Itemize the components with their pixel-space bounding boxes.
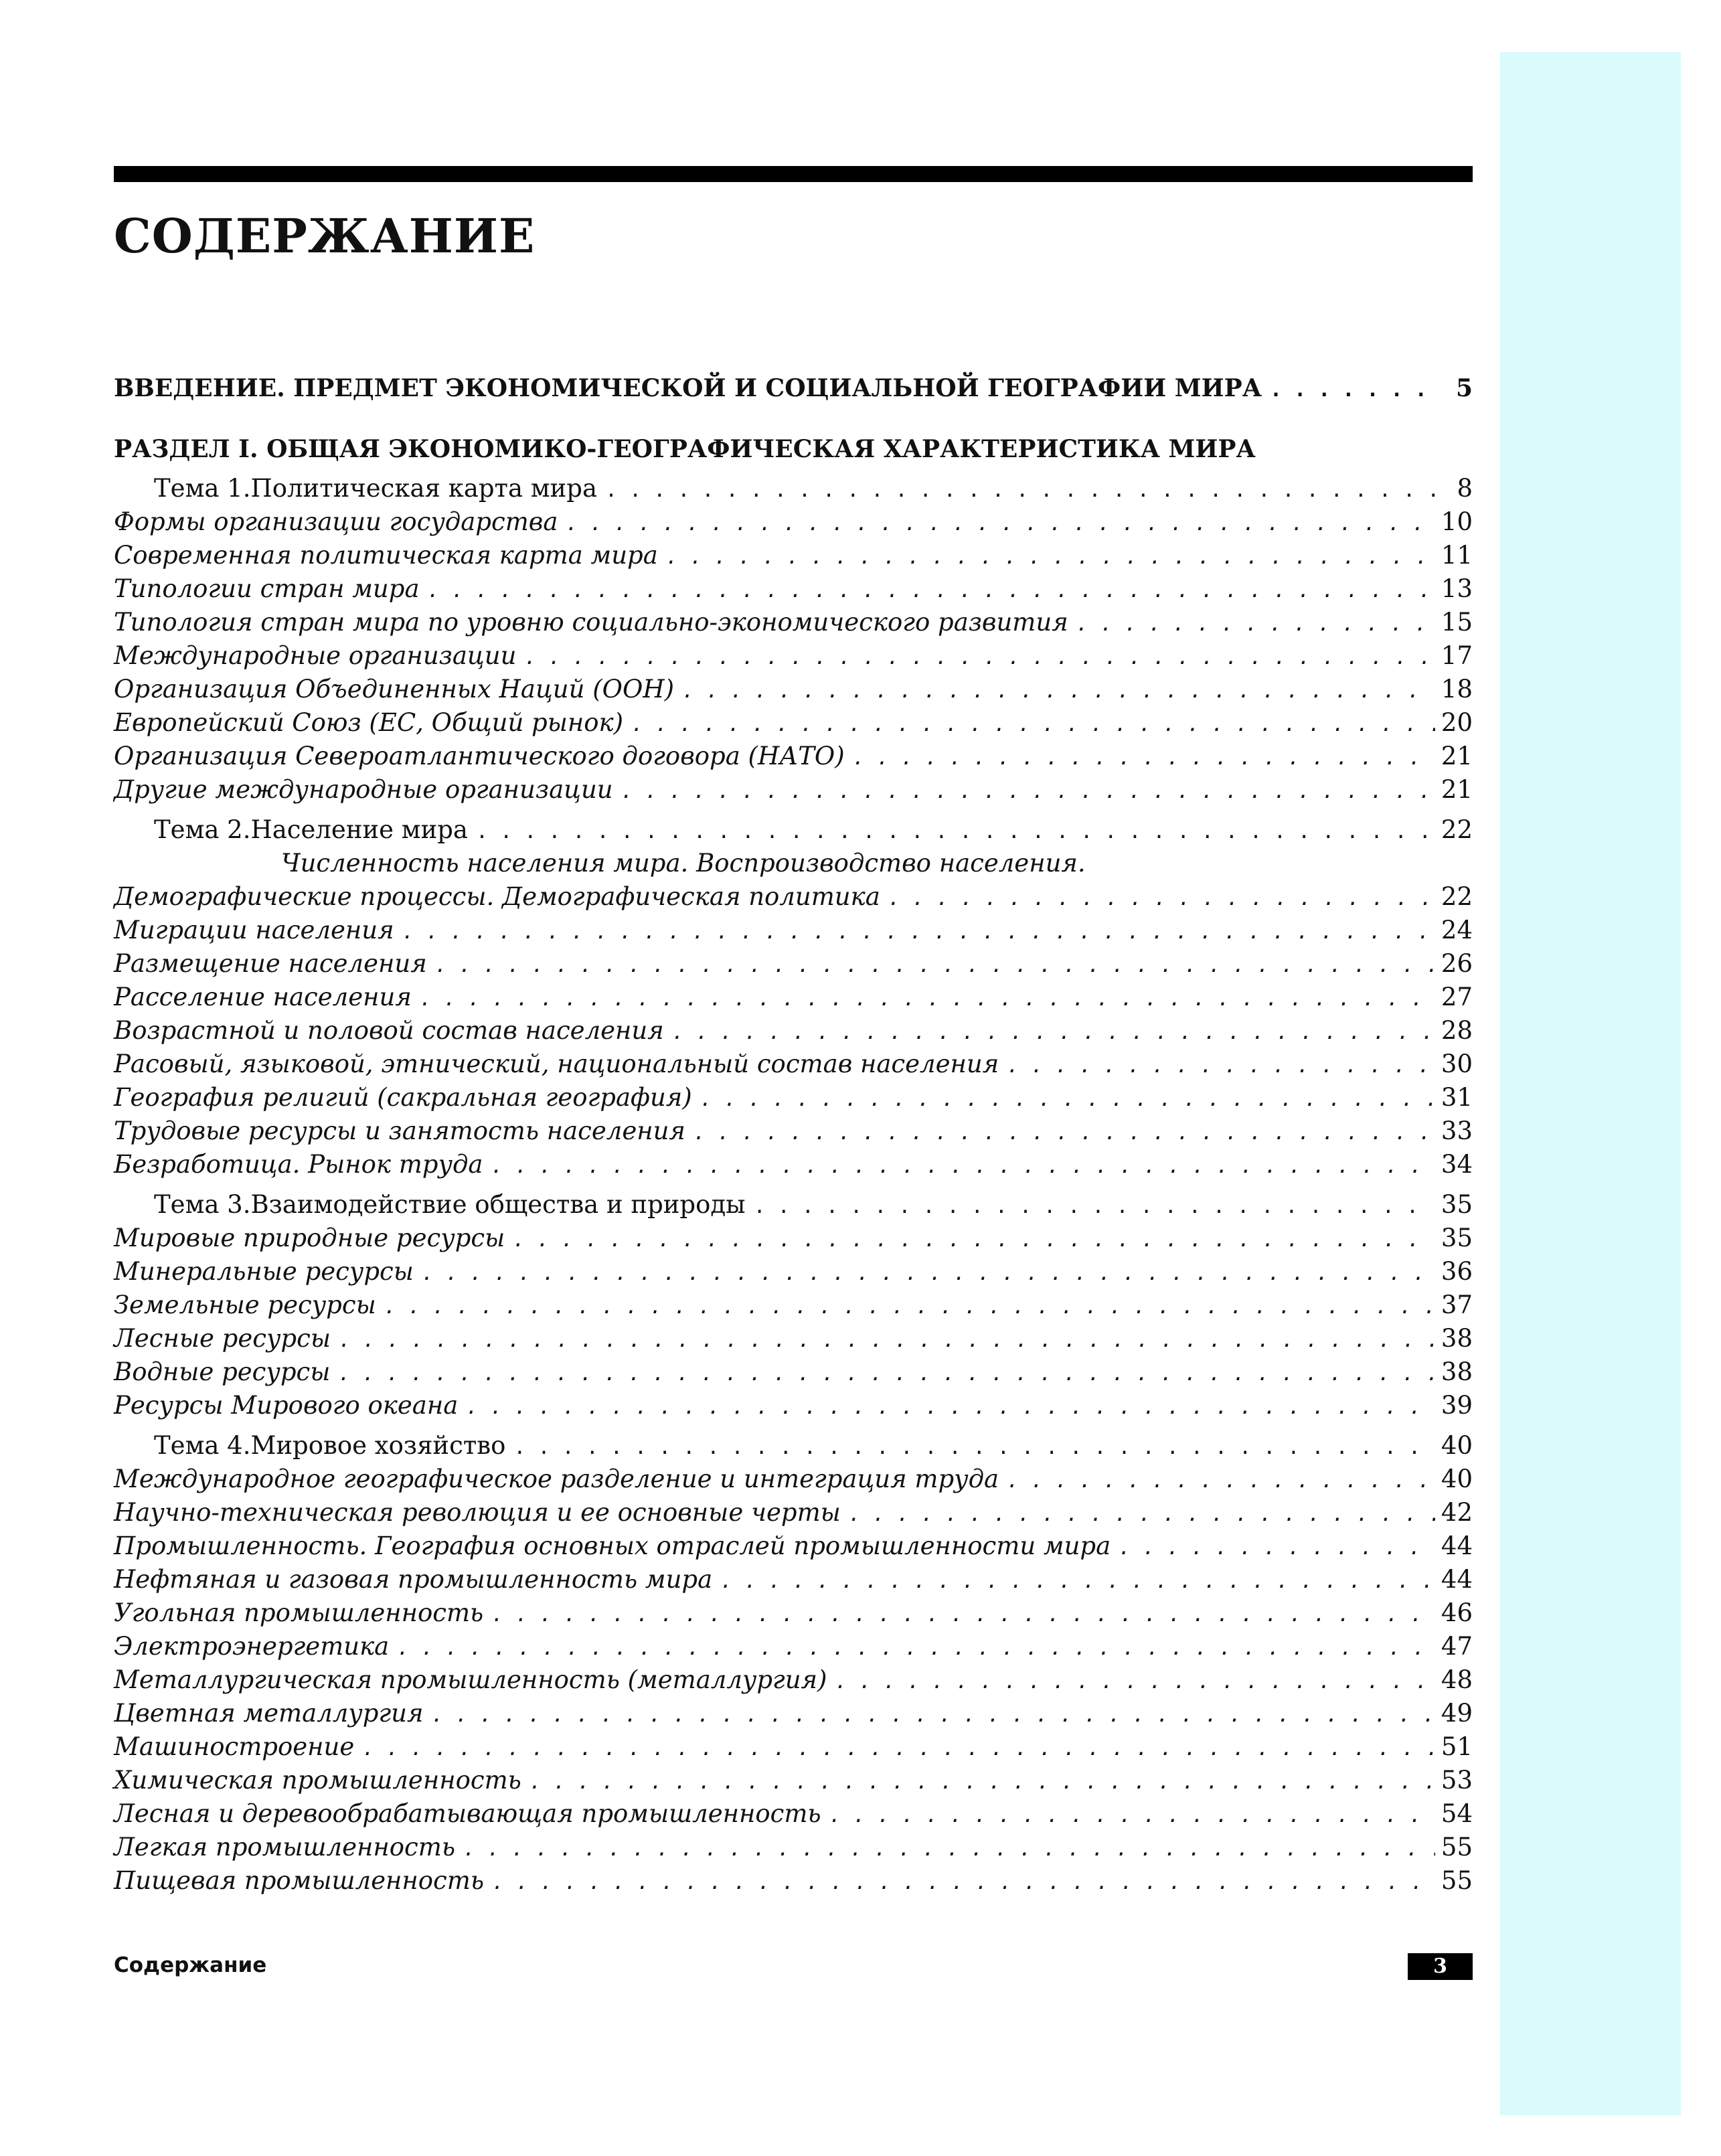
topic-entry[interactable] xyxy=(114,813,1473,847)
subtopic-entry[interactable] xyxy=(114,1048,1473,1081)
leader-dots xyxy=(423,1699,1435,1732)
subtopic-page: 34 xyxy=(1441,1150,1473,1179)
subtopic-page: 15 xyxy=(1441,608,1473,637)
subtopic-entry[interactable] xyxy=(114,505,1473,539)
subtopic-entry[interactable] xyxy=(114,1831,1473,1864)
subtopic-page: 10 xyxy=(1441,507,1473,536)
topic-entry[interactable] xyxy=(114,1429,1473,1463)
topic-number: Тема 1. xyxy=(154,474,251,503)
subtopic-entry[interactable] xyxy=(114,1596,1473,1630)
subtopic-page: 39 xyxy=(1441,1391,1473,1420)
topic-title: Политическая карта мира xyxy=(250,474,598,503)
subtopic-title: Международные организации xyxy=(114,641,517,670)
subtopic-page: 44 xyxy=(1441,1565,1473,1594)
subtopic-title: Современная политическая карта мира xyxy=(114,541,658,570)
subtopic-title: Водные ресурсы xyxy=(114,1357,331,1386)
leader-dots xyxy=(845,742,1435,775)
subtopic-page: 13 xyxy=(1441,574,1473,603)
leader-dots xyxy=(692,1083,1435,1116)
subtopic-title: Другие международные организации xyxy=(114,775,613,804)
topic-page: 35 xyxy=(1441,1190,1473,1219)
topic-number: Тема 4. xyxy=(154,1431,251,1460)
subtopic-title: Международное географическое разделение и интеграция труда xyxy=(114,1465,999,1493)
section-heading: РАЗДЕЛ I. ОБЩАЯ ЭКОНОМИКО-ГЕОГРАФИЧЕСКАЯ ХАРАКТЕРИСТИКА МИРА xyxy=(114,435,1256,463)
subtopic-title: Расселение населения xyxy=(114,983,412,1011)
topic-title: Население мира xyxy=(250,815,468,844)
subtopic-page: 40 xyxy=(1441,1465,1473,1493)
subtopic-page: 20 xyxy=(1441,708,1473,737)
subtopic-title: Возрастной и половой состав населения xyxy=(114,1016,664,1045)
leader-dots xyxy=(613,775,1435,809)
leader-dots xyxy=(712,1565,1435,1598)
leader-dots xyxy=(516,641,1435,675)
subtopic-title: Промышленность. География основных отраслей промышленности мира xyxy=(114,1531,1111,1560)
leader-dots xyxy=(331,1324,1435,1357)
topic-entry[interactable] xyxy=(114,1188,1473,1222)
subtopic-title: Мировые природные ресурсы xyxy=(114,1224,505,1252)
subtopic-entry[interactable] xyxy=(114,639,1473,673)
leader-dots xyxy=(505,1224,1435,1257)
leader-dots xyxy=(821,1799,1435,1833)
leader-dots xyxy=(483,1150,1435,1183)
topic-title: Мировое хозяйство xyxy=(250,1431,506,1460)
subtopic-page: 49 xyxy=(1441,1699,1473,1728)
footer-label: Содержание xyxy=(114,1953,267,1977)
subtopic-page: 46 xyxy=(1441,1598,1473,1627)
leader-dots xyxy=(376,1291,1435,1324)
leader-dots xyxy=(1068,608,1435,641)
leader-dots xyxy=(427,949,1435,983)
subtopic-title: Цветная металлургия xyxy=(114,1699,424,1728)
page-title: СОДЕРЖАНИЕ xyxy=(114,208,536,264)
topic-page: 40 xyxy=(1441,1431,1473,1460)
subtopic-page: 22 xyxy=(1441,882,1473,911)
subtopic-entry[interactable] xyxy=(114,1496,1473,1529)
leader-dots xyxy=(674,675,1435,708)
subtopic-title: Организация Североатлантического договора (НАТО) xyxy=(114,742,845,770)
subtopic-title: Лесные ресурсы xyxy=(114,1324,331,1353)
subtopic-page: 37 xyxy=(1441,1291,1473,1319)
subtopic-page: 35 xyxy=(1441,1224,1473,1252)
leader-dots xyxy=(827,1665,1435,1699)
leader-dots xyxy=(414,1257,1435,1291)
leader-dots xyxy=(354,1732,1435,1766)
subtopic-entry[interactable] xyxy=(114,1697,1473,1730)
subtopic-title: Расовый, языковой, этнический, национальный состав населения xyxy=(114,1050,999,1078)
subtopic-entry[interactable] xyxy=(114,1864,1473,1898)
subtopic-entry[interactable] xyxy=(114,1289,1473,1322)
subtopic-page: 53 xyxy=(1441,1766,1473,1795)
subtopic-entry[interactable] xyxy=(114,572,1473,606)
subtopic-page: 36 xyxy=(1441,1257,1473,1286)
topic-number: Тема 3. xyxy=(154,1190,251,1219)
subtopic-page: 42 xyxy=(1441,1498,1473,1527)
subtopic-page: 51 xyxy=(1441,1732,1473,1761)
leader-dots xyxy=(597,474,1435,507)
subtopic-title: Химическая промышленность xyxy=(114,1766,521,1795)
subtopic-entry[interactable] xyxy=(114,1764,1473,1797)
leader-dots xyxy=(558,507,1435,541)
leader-dots xyxy=(880,882,1435,916)
subtopic-page: 21 xyxy=(1441,742,1473,770)
leader-dots xyxy=(389,1632,1435,1665)
subtopic-page: 30 xyxy=(1441,1050,1473,1078)
topics-list xyxy=(114,472,1473,1898)
subtopic-page: 38 xyxy=(1441,1324,1473,1353)
topic-page: 22 xyxy=(1441,815,1473,844)
subtopic-title: Типологии стран мира xyxy=(114,574,420,603)
leader-dots xyxy=(746,1190,1435,1224)
subtopic-page: 33 xyxy=(1441,1116,1473,1145)
subtopic-title: Нефтяная и газовая промышленность мира xyxy=(114,1565,713,1594)
subtopic-entry[interactable] xyxy=(114,1529,1473,1563)
subtopic-page: 28 xyxy=(1441,1016,1473,1045)
subtopic-page: 48 xyxy=(1441,1665,1473,1694)
subtopic-title: Организация Объединенных Наций (ООН) xyxy=(114,675,675,703)
subtopic-title: Европейский Союз (ЕС, Общий рынок) xyxy=(114,708,624,737)
subtopic-entry[interactable] xyxy=(114,1663,1473,1697)
subtopic-page: 54 xyxy=(1441,1799,1473,1828)
leader-dots xyxy=(458,1391,1435,1424)
subtopic-title: Земельные ресурсы xyxy=(114,1291,376,1319)
subtopic-page: 21 xyxy=(1441,775,1473,804)
subtopic-entry[interactable] xyxy=(114,1322,1473,1355)
subtopic-entry[interactable] xyxy=(114,1563,1473,1596)
leader-dots xyxy=(623,708,1435,742)
topic-title: Взаимодействие общества и природы xyxy=(250,1190,746,1219)
subtopic-page: 18 xyxy=(1441,675,1473,703)
topic-page: 8 xyxy=(1457,474,1473,503)
topic-entry[interactable] xyxy=(114,472,1473,505)
subtopic-title: Демографические процессы. Демографическая политика xyxy=(114,882,880,911)
leader-dots xyxy=(455,1833,1435,1866)
top-rule xyxy=(114,166,1473,182)
subtopic-entry[interactable] xyxy=(114,1148,1473,1181)
subtopic-page: 47 xyxy=(1441,1632,1473,1661)
subtopic-title: Формы организации государства xyxy=(114,507,558,536)
subtopic-entry[interactable] xyxy=(114,740,1473,773)
leader-dots xyxy=(841,1498,1435,1531)
subtopic-entry[interactable] xyxy=(114,1014,1473,1048)
subtopic-entry[interactable] xyxy=(114,1630,1473,1663)
leader-dots xyxy=(999,1050,1435,1083)
page-number: 3 xyxy=(1408,1953,1473,1980)
subtopic-entry[interactable] xyxy=(114,606,1473,639)
subtopic-page: 24 xyxy=(1441,916,1473,944)
subtopic-title: Металлургическая промышленность (металлургия) xyxy=(114,1665,827,1694)
subtopic-entry[interactable] xyxy=(114,1255,1473,1289)
leader-dots xyxy=(394,916,1435,949)
subtopic-page: 38 xyxy=(1441,1357,1473,1386)
subtopic-entry[interactable] xyxy=(114,1797,1473,1831)
subtopic-entry[interactable] xyxy=(114,1389,1473,1422)
subtopic-entry[interactable] xyxy=(114,1355,1473,1389)
toc-intro-label: ВВЕДЕНИЕ. ПРЕДМЕТ ЭКОНОМИЧЕСКОЙ И СОЦИАЛЬНОЙ ГЕОГРАФИИ МИРА xyxy=(114,374,1262,402)
leader-dots xyxy=(505,1431,1435,1465)
subtopic-page: 27 xyxy=(1441,983,1473,1011)
subtopic-entry[interactable] xyxy=(114,1730,1473,1764)
leader-dots xyxy=(484,1866,1435,1900)
topic-block xyxy=(114,1429,1473,1898)
subtopic-entry[interactable] xyxy=(114,914,1473,947)
subtopic-title: Типология стран мира по уровню социально-экономического развития xyxy=(114,608,1068,637)
leader-dots xyxy=(1262,374,1435,407)
subtopic-entry[interactable] xyxy=(114,539,1473,572)
leader-dots xyxy=(664,1016,1435,1050)
leader-dots xyxy=(330,1357,1435,1391)
subtopic-entry[interactable] xyxy=(114,1222,1473,1255)
subtopic-entry[interactable] xyxy=(114,1114,1473,1148)
leader-dots xyxy=(999,1465,1435,1498)
leader-dots xyxy=(685,1116,1435,1150)
leader-dots xyxy=(412,983,1435,1016)
leader-dots xyxy=(1111,1531,1435,1565)
subtopic-title: Минеральные ресурсы xyxy=(114,1257,414,1286)
subtopic-title: Ресурсы Мирового океана xyxy=(114,1391,459,1420)
side-band xyxy=(1500,52,1681,2115)
subtopic-title: Электроэнергетика xyxy=(114,1632,390,1661)
subtopic-page: 17 xyxy=(1441,641,1473,670)
toc-intro-entry[interactable] xyxy=(114,371,1473,405)
subtopic-lead-line: Численность населения мира. Воспроизводство населения. xyxy=(281,849,1086,878)
topic-block xyxy=(114,472,1473,807)
subtopic-title: География религий (сакральная география) xyxy=(114,1083,692,1112)
topic-number: Тема 2. xyxy=(154,815,251,844)
subtopic-title: Лесная и деревообрабатывающая промышленность xyxy=(114,1799,821,1828)
subtopic-page: 26 xyxy=(1441,949,1473,978)
subtopic-entry[interactable] xyxy=(114,880,1473,914)
subtopic-entry[interactable] xyxy=(114,773,1473,807)
subtopic-title: Легкая промышленность xyxy=(114,1833,455,1861)
leader-dots xyxy=(468,815,1435,849)
subtopic-page: 55 xyxy=(1441,1833,1473,1861)
subtopic-entry[interactable] xyxy=(114,706,1473,740)
subtopic-title: Пищевая промышленность xyxy=(114,1866,484,1895)
subtopic-entry[interactable] xyxy=(114,1081,1473,1114)
leader-dots xyxy=(521,1766,1435,1799)
leader-dots xyxy=(483,1598,1435,1632)
subtopic-title: Научно-техническая революция и ее основные черты xyxy=(114,1498,841,1527)
toc-intro-page: 5 xyxy=(1455,374,1473,402)
subtopic-page: 55 xyxy=(1441,1866,1473,1895)
subtopic-page: 44 xyxy=(1441,1531,1473,1560)
table-of-contents xyxy=(114,371,1473,1898)
subtopic-title: Машиностроение xyxy=(114,1732,355,1761)
leader-dots xyxy=(658,541,1435,574)
topic-block xyxy=(114,1188,1473,1422)
topic-block xyxy=(114,813,1473,1181)
subtopic-entry[interactable] xyxy=(114,981,1473,1014)
leader-dots xyxy=(420,574,1435,608)
subtopic-entry[interactable] xyxy=(114,1463,1473,1496)
subtopic-title: Безработица. Рынок труда xyxy=(114,1150,483,1179)
subtopic-title: Размещение населения xyxy=(114,949,427,978)
subtopic-title: Миграции населения xyxy=(114,916,394,944)
subtopic-title: Угольная промышленность xyxy=(114,1598,484,1627)
subtopic-page: 31 xyxy=(1441,1083,1473,1112)
subtopic-title: Трудовые ресурсы и занятость населения xyxy=(114,1116,685,1145)
subtopic-entry[interactable] xyxy=(114,947,1473,981)
subtopic-page: 11 xyxy=(1441,541,1473,570)
subtopic-entry[interactable] xyxy=(114,673,1473,706)
